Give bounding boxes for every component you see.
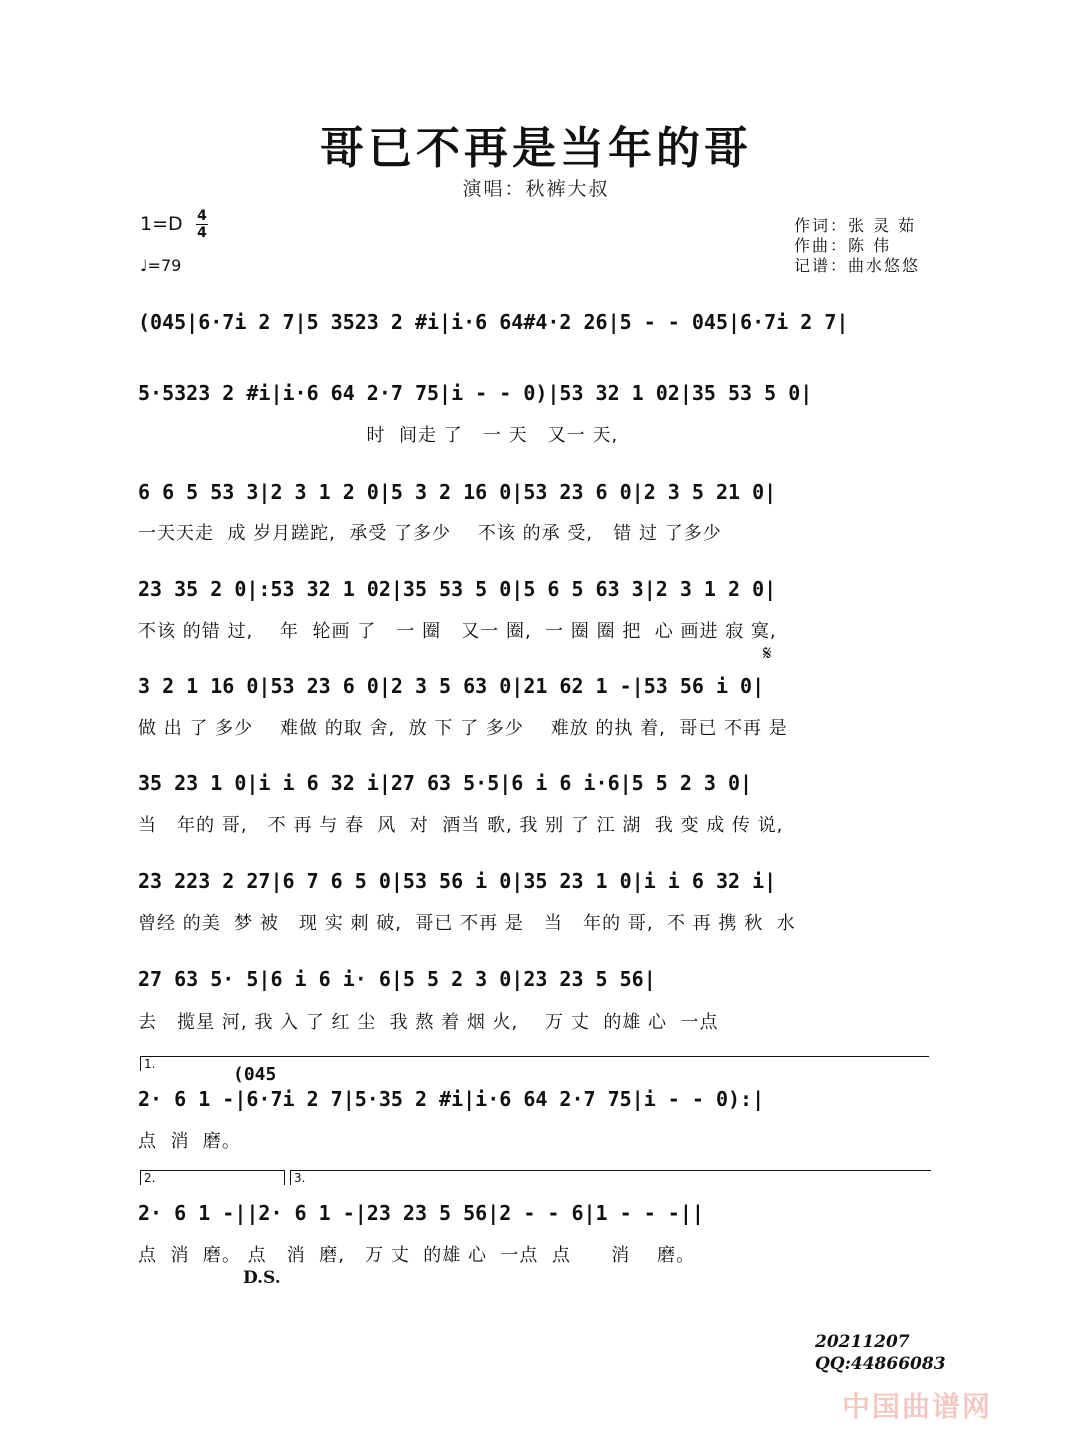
score-line-5-notes: 3 2 1 16 0|53 23 6 0|2 3 5 63 0|21 62 1 -|53 56 i 0|: [138, 674, 765, 698]
lyricist-credit: 作词：张 灵 茹: [794, 216, 917, 235]
volta-label-3: 3.: [294, 1171, 306, 1185]
segno-sign: 𝄋: [763, 641, 772, 665]
score-line-9-lyrics: 点 消 磨。: [138, 1131, 241, 1152]
time-signature-bottom: 4: [197, 225, 207, 241]
ds-marking: D.S.: [243, 1268, 281, 1288]
score-line-10-lyrics: 点 消 磨。 点 消 磨, 万 丈 的雄 心 一点 点 消 磨。: [138, 1245, 696, 1266]
score-line-8-notes: 27 63 5· 5|6 i 6 i· 6|5 5 2 3 0|23 23 5 56|: [138, 967, 656, 991]
time-signature: [196, 209, 208, 240]
tempo-marking: ♩=79: [140, 256, 182, 275]
performer-line: 演唱：秋裤大叔: [462, 178, 610, 200]
footer-qq: QQ:44866083: [815, 1354, 946, 1374]
transcriber-credit: 记谱：曲水悠悠: [794, 256, 921, 275]
score-line-7-notes: 23 223 2 27|6 7 6 5 0|53 56 i 0|35 23 1 0|i i 6 32 i|: [138, 869, 777, 893]
score-line-1-notes: (045|6·7i 2 7|5 3523 2 #i|i·6 64#4·2 26|5 - - 045|6·7i 2 7|: [138, 310, 849, 334]
score-line-8-lyrics: 去 揽星 河, 我 入 了 红 尘 我 熬 着 烟 火, 万 丈 的雄 心 一点: [138, 1012, 719, 1033]
score-line-10-notes: 2· 6 1 -||2· 6 1 -|23 23 5 56|2 - - 6|1 - - -||: [138, 1201, 704, 1225]
volta-bracket-3: [290, 1170, 931, 1185]
score-line-2-notes: 5·5323 2 #i|i·6 64 2·7 75|i - - 0)|53 32 1 02|35 53 5 0|: [138, 381, 813, 405]
score-line-4-lyrics: 不该 的错 过, 年 轮画 了 一 圈 又一 圈, 一 圈 圈 把 心 画进 寂 寞,: [138, 621, 777, 642]
score-line-6-lyrics: 当 年的 哥, 不 再 与 春 风 对 酒当 歌, 我 别 了 江 湖 我 变 成 传 说,: [138, 815, 784, 836]
key-signature: 1=D: [140, 213, 183, 235]
footer-date: 20211207: [815, 1332, 910, 1352]
score-line-4-notes: 23 35 2 0|:53 32 1 02|35 53 5 0|5 6 5 63 3|2 3 1 2 0|: [138, 577, 777, 601]
volta-label-1: 1.: [144, 1057, 156, 1071]
score-line-7-lyrics: 曾经 的美 梦 被 现 实 刺 破, 哥已 不再 是 当 年的 哥, 不 再 携 秋 水: [138, 913, 796, 934]
watermark-logo: 中国曲谱网: [842, 1390, 993, 1423]
footer-info: [815, 1331, 946, 1375]
volta-bracket-2: [140, 1170, 285, 1185]
score-line-3-lyrics: 一天天走 成 岁月蹉跎, 承受 了多少 不该 的承 受, 错 过 了多少: [138, 523, 722, 544]
credits-block: [794, 216, 920, 276]
composer-credit: 作曲：陈 伟: [794, 236, 892, 255]
song-title: 哥已不再是当年的哥: [320, 123, 752, 174]
score-line-9-notes: 2· 6 1 -|6·7i 2 7|5·35 2 #i|i·6 64 2·7 75|i - - 0):|: [138, 1087, 765, 1111]
score-line-2-lyrics: 时 间走 了 一 天 又一 天,: [138, 425, 619, 446]
intro-pickup: (045: [233, 1064, 277, 1085]
score-line-6-notes: 35 23 1 0|i i 6 32 i|27 63 5·5|6 i 6 i·6|5 5 2 3 0|: [138, 771, 753, 795]
score-line-5-lyrics: 做 出 了 多少 难做 的取 舍, 放 下 了 多少 难放 的执 着, 哥已 不再 是: [138, 718, 788, 739]
volta-label-2: 2.: [144, 1171, 156, 1185]
time-signature-top: 4: [197, 208, 207, 224]
score-line-3-notes: 6 6 5 53 3|2 3 1 2 0|5 3 2 16 0|53 23 6 0|2 3 5 21 0|: [138, 480, 777, 504]
